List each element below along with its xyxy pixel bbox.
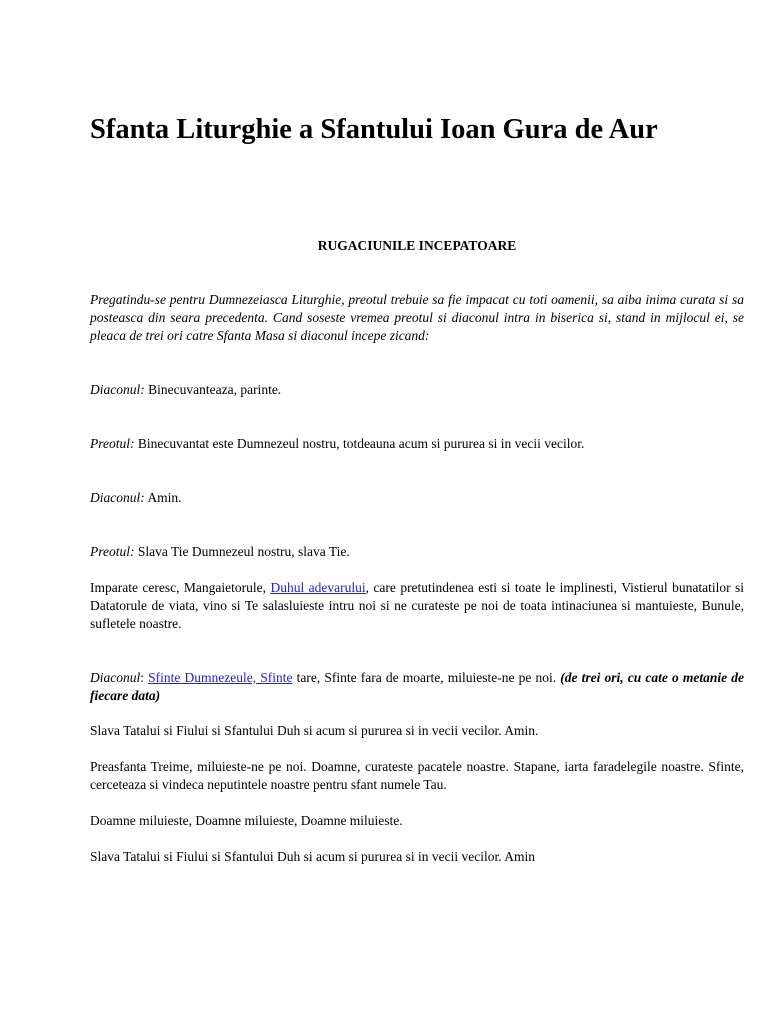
- dialogue-line: [90, 435, 744, 453]
- speaker-label: Diaconul: [90, 670, 141, 685]
- dialogue-line: [90, 543, 744, 561]
- line-text: Amin.: [144, 490, 182, 505]
- line-text: Binecuvantat este Dumnezeul nostru, totdeauna acum si pururea si in vecii vecilor.: [134, 436, 585, 451]
- sfinte-dumnezeule-link[interactable]: Sfinte Dumnezeule, Sfinte: [148, 670, 293, 685]
- document-title: Sfanta Liturghie a Sfantului Ioan Gura de Aur: [90, 114, 658, 145]
- slava-paragraph-2: Slava Tatalui si Fiului si Sfantului Duh si acum si pururea si in vecii vecilor. Amin: [90, 849, 536, 864]
- prayer-text: Imparate ceresc, Mangaietorule,: [90, 580, 271, 595]
- trisagion-paragraph: [90, 669, 744, 705]
- prayer-text: , care pretutindenea esti si toate le implinesti, Vistierul bunatatilor si Datatorule de viata, vino si Te salasluieste intru noi si ne curateste pe noi de toata intinaciunea si mantuieste, Bunule, sufletele noastre.: [90, 580, 744, 631]
- slava-paragraph: Slava Tatalui si Fiului si Sfantului Duh si acum si pururea si in vecii vecilor. Amin.: [90, 723, 539, 738]
- colon-text: :: [140, 670, 149, 685]
- imparate-ceresc-paragraph: [90, 579, 744, 633]
- section-heading: RUGACIUNILE INCEPATOARE: [317, 238, 517, 253]
- dialogue-line: [90, 489, 744, 507]
- speaker-label: Diaconul:: [90, 382, 145, 397]
- line-text: Binecuvanteaza, parinte.: [144, 382, 282, 397]
- intro-paragraph: Pregatindu-se pentru Dumnezeiasca Liturghie, preotul trebuie sa fie impacat cu toti oamenii, sa aiba inima curata si sa posteasca din seara precedenta. Cand soseste vremea preotul si diaconul intra in biserica si, stand in mijlocul ei, se pleaca de trei ori catre Sfanta Masa si diaconul incepe zicand:: [90, 292, 744, 343]
- duhul-adevarului-link[interactable]: Duhul adevarului: [270, 580, 366, 595]
- preasfanta-treime-paragraph: Preasfanta Treime, miluieste-ne pe noi. Doamne, curateste pacatele noastre. Stapane, iarta faradelegile noastre. Sfinte, cerceteaza si vindeca neputintele noastre pentru sfant numele Tau.: [90, 759, 744, 792]
- speaker-label: Preotul:: [90, 436, 135, 451]
- doamne-miluieste-paragraph: Doamne miluieste, Doamne miluieste, Doamne miluieste.: [90, 813, 403, 828]
- line-text: Slava Tie Dumnezeul nostru, slava Tie.: [134, 544, 350, 559]
- speaker-label: Diaconul:: [90, 490, 145, 505]
- speaker-label: Preotul:: [90, 544, 135, 559]
- rubric-directive: (de trei ori, cu cate o metanie de fiecare data): [90, 670, 744, 703]
- dialogue-line: [90, 381, 744, 399]
- prayer-text: tare, Sfinte fara de moarte, miluieste-ne pe noi.: [292, 670, 561, 685]
